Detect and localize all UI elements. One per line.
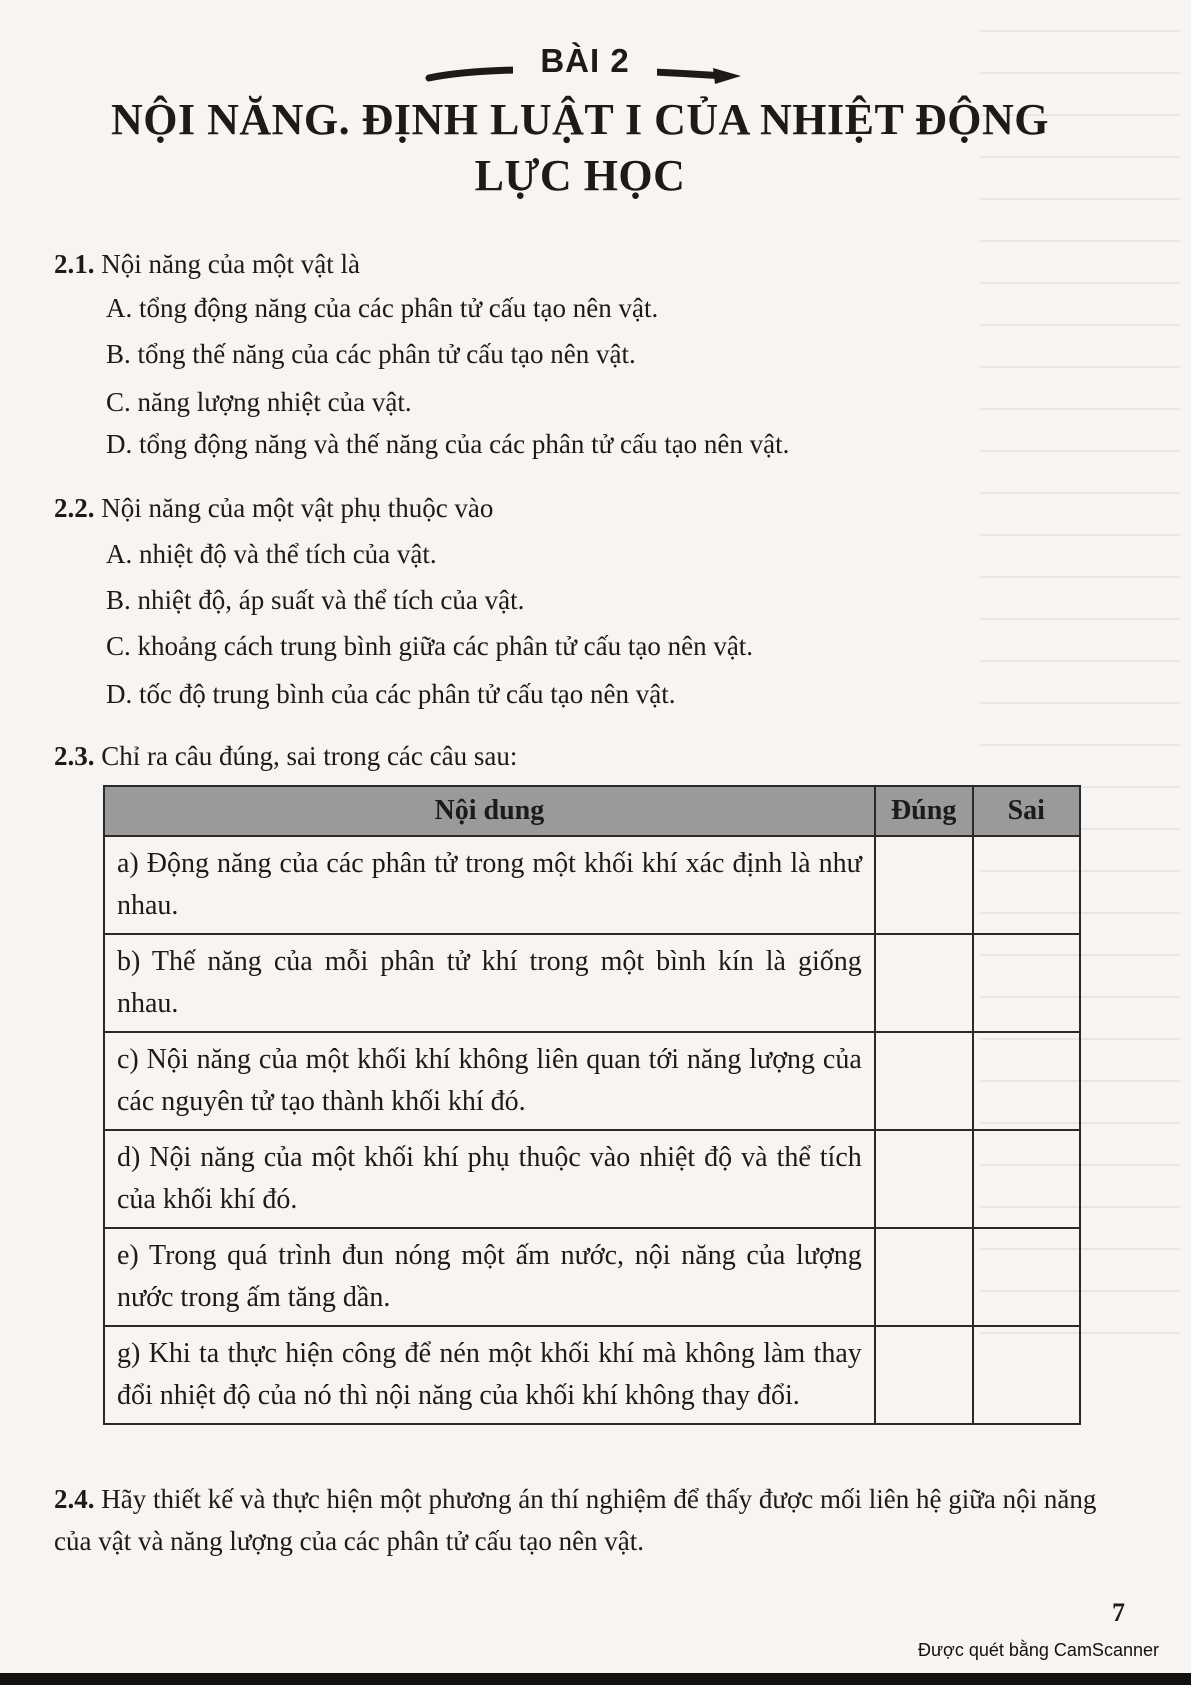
false-checkbox-cell[interactable] [973, 1130, 1080, 1228]
table-row [104, 1228, 1080, 1326]
statement-cell: g) Khi ta thực hiện công để nén một khối khí mà không làm thay đổi nhiệt độ của nó thì nội năng của khối khí không thay đổi. [104, 1326, 875, 1424]
table-row [104, 1130, 1080, 1228]
true-checkbox-cell[interactable] [875, 836, 973, 934]
true-false-table [103, 785, 1081, 1425]
question-number: 2.4. [54, 1484, 95, 1514]
statement-cell: e) Trong quá trình đun nóng một ấm nước, nội năng của lượng nước trong ấm tăng dần. [104, 1228, 875, 1326]
false-checkbox-cell[interactable] [973, 1326, 1080, 1424]
table-row [104, 1032, 1080, 1130]
title-line-1: NỘI NĂNG. ĐỊNH LUẬT I CỦA NHIỆT ĐỘNG [110, 95, 1050, 144]
bottom-border-bar [0, 1673, 1191, 1685]
question-2-3 [54, 736, 517, 776]
question-number: 2.1. [54, 249, 95, 279]
question-stem: Chỉ ra câu đúng, sai trong các câu sau: [101, 741, 518, 771]
true-checkbox-cell[interactable] [875, 934, 973, 1032]
true-checkbox-cell[interactable] [875, 1326, 973, 1424]
lesson-badge [425, 40, 745, 90]
option-d: D. tốc độ trung bình của các phân tử cấu tạo nên vật. [106, 679, 676, 709]
question-stem: Nội năng của một vật phụ thuộc vào [101, 493, 494, 523]
false-checkbox-cell[interactable] [973, 934, 1080, 1032]
lesson-label: BÀI 2 [540, 42, 630, 79]
title-line-2: LỰC HỌC [474, 151, 686, 200]
table-header-row [104, 786, 1080, 836]
true-checkbox-cell[interactable] [875, 1130, 973, 1228]
option-b: B. nhiệt độ, áp suất và thể tích của vật. [106, 585, 525, 615]
false-checkbox-cell[interactable] [973, 836, 1080, 934]
question-2-2 [54, 488, 493, 528]
header-content: Nội dung [104, 786, 875, 836]
option-c: C. năng lượng nhiệt của vật. [106, 387, 412, 417]
question-number: 2.2. [54, 493, 95, 523]
question-number: 2.3. [54, 741, 95, 771]
option-b: B. tổng thế năng của các phân tử cấu tạo nên vật. [106, 339, 636, 369]
false-checkbox-cell[interactable] [973, 1228, 1080, 1326]
question-2-4 [54, 1478, 1134, 1562]
page-title [80, 92, 1080, 204]
header-false: Sai [973, 786, 1080, 836]
scanner-credit: Được quét bằng CamScanner [918, 1640, 1159, 1660]
statement-cell: c) Nội năng của một khối khí không liên quan tới năng lượng của các nguyên tử tạo thành khối khí đó. [104, 1032, 875, 1130]
table-row [104, 836, 1080, 934]
true-checkbox-cell[interactable] [875, 1228, 973, 1326]
header-true: Đúng [875, 786, 973, 836]
question-stem: Nội năng của một vật là [101, 249, 360, 279]
true-checkbox-cell[interactable] [875, 1032, 973, 1130]
false-checkbox-cell[interactable] [973, 1032, 1080, 1130]
option-a: A. nhiệt độ và thể tích của vật. [106, 539, 437, 569]
page-number: 7 [1112, 1598, 1125, 1627]
statement-cell: d) Nội năng của một khối khí phụ thuộc vào nhiệt độ và thể tích của khối khí đó. [104, 1130, 875, 1228]
option-c: C. khoảng cách trung bình giữa các phân tử cấu tạo nên vật. [106, 631, 754, 661]
statement-cell: a) Động năng của các phân tử trong một khối khí xác định là như nhau. [104, 836, 875, 934]
question-2-1 [54, 244, 360, 284]
table-row [104, 934, 1080, 1032]
option-d: D. tổng động năng và thế năng của các phân tử cấu tạo nên vật. [106, 429, 790, 459]
question-stem: Hãy thiết kế và thực hiện một phương án thí nghiệm để thấy được mối liên hệ giữa nội năng của vật và năng lượng của các phân tử cấu tạo nên vật. [54, 1484, 1097, 1556]
table-row [104, 1326, 1080, 1424]
option-a: A. tổng động năng của các phân tử cấu tạo nên vật. [106, 293, 659, 323]
statement-cell: b) Thế năng của mỗi phân tử khí trong một bình kín là giống nhau. [104, 934, 875, 1032]
